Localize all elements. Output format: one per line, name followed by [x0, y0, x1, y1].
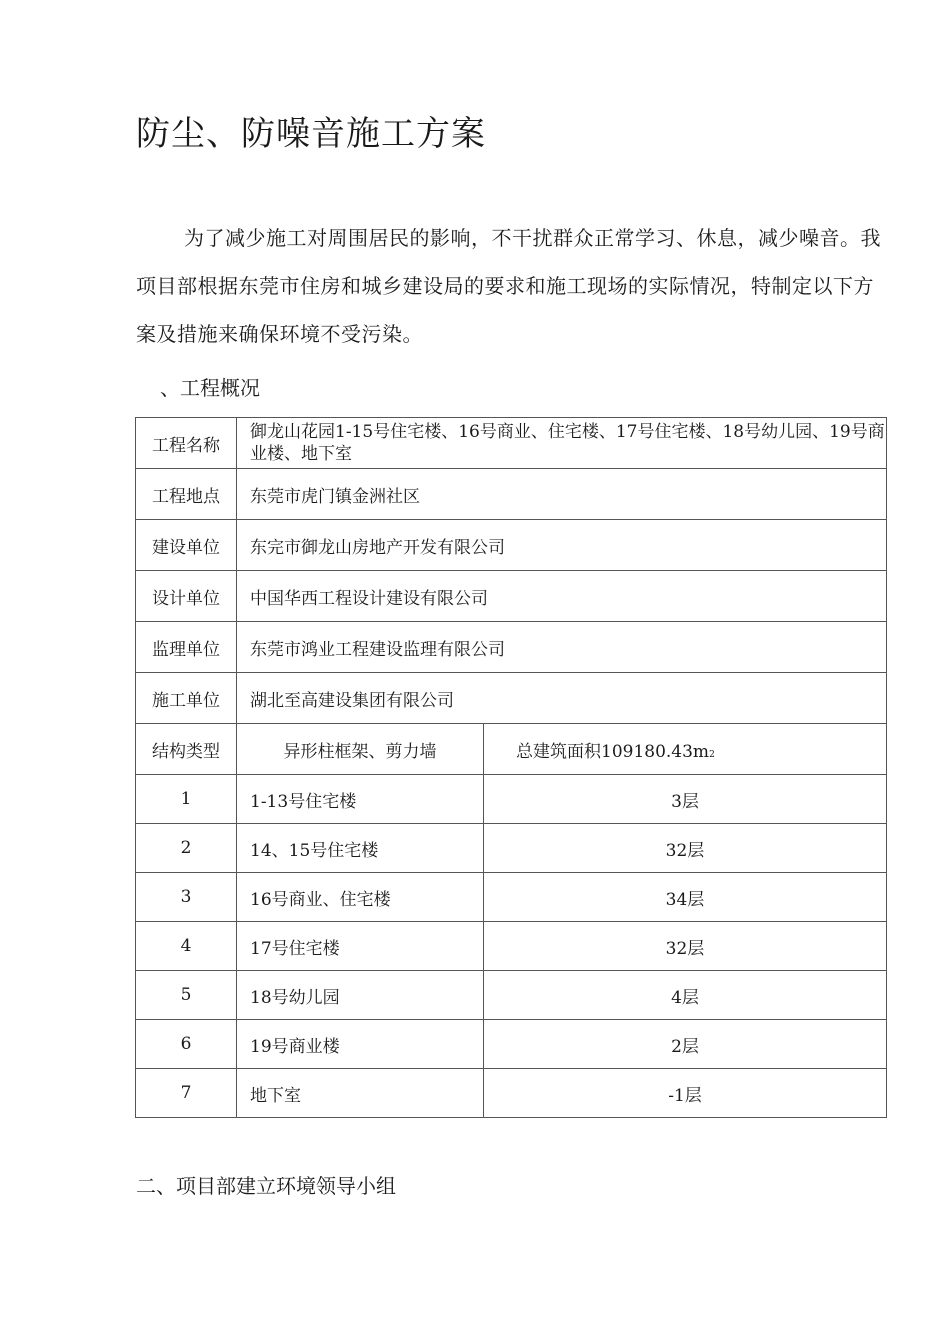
document-title: 防尘、防噪音施工方案 — [136, 114, 486, 154]
area-unit-superscript: 2 — [709, 749, 715, 760]
building-floors: 32层 — [484, 922, 887, 971]
table-row — [136, 824, 887, 873]
row-label: 监理单位 — [136, 622, 237, 673]
building-floors: 3层 — [484, 775, 887, 824]
table-row — [136, 1069, 887, 1118]
table-row — [136, 1020, 887, 1069]
section-heading-project-overview: 、工程概况 — [160, 376, 260, 400]
building-no: 3 — [136, 873, 237, 922]
row-value: 中国华西工程设计建设有限公司 — [237, 571, 887, 622]
table-row — [136, 873, 887, 922]
row-value: 东完市御龙山房地产开发有限公司 — [237, 520, 887, 571]
building-floors: 32层 — [484, 824, 887, 873]
project-overview-table — [135, 417, 887, 1118]
table-row — [136, 571, 887, 622]
table-row — [136, 622, 887, 673]
total-area-text: 总建筑面积109180.43m — [516, 741, 710, 762]
table-row — [136, 922, 887, 971]
building-no: 2 — [136, 824, 237, 873]
intro-paragraph: 为了减少施工对周围居民的影响，不干扰群众正常学习、休息，减少噪音。我项目部根据东莞市住房和城乡建设局的要求和施工现场的实际情况，特制定以下方案及措施来确保环境不受污染。 — [136, 226, 881, 346]
structure-label: 结构类型 — [136, 724, 237, 775]
table-row — [136, 418, 887, 469]
building-name: 17号住宅楼 — [237, 922, 484, 971]
table-row — [136, 775, 887, 824]
table-row — [136, 971, 887, 1020]
row-label: 设计单位 — [136, 571, 237, 622]
building-name: 地下室 — [237, 1069, 484, 1118]
building-name: 18号幼儿园 — [237, 971, 484, 1020]
building-floors: 4层 — [484, 971, 887, 1020]
total-area — [484, 724, 887, 775]
building-no: 5 — [136, 971, 237, 1020]
row-value: 御龙山花园1-15号住宅楼、16号商业、住宅楼、17号住宅楼、18号幼儿园、19号商业楼、地下室 — [237, 418, 887, 469]
section-heading-environment-group: 二、项目部建立环境领导小组 — [136, 1174, 396, 1198]
building-no: 7 — [136, 1069, 237, 1118]
building-floors: 34层 — [484, 873, 887, 922]
row-label: 工程地点 — [136, 469, 237, 520]
building-floors: -1层 — [484, 1069, 887, 1118]
building-name: 19号商业楼 — [237, 1020, 484, 1069]
row-value: 湖北至高建设集团有限公司 — [237, 673, 887, 724]
building-no: 6 — [136, 1020, 237, 1069]
row-label: 施工单位 — [136, 673, 237, 724]
building-name: 14、15号住宅楼 — [237, 824, 484, 873]
building-name: 16号商业、住宅楼 — [237, 873, 484, 922]
table-row — [136, 469, 887, 520]
table-row — [136, 673, 887, 724]
row-value: 东莞市鸿业工程建设监理有限公司 — [237, 622, 887, 673]
building-no: 4 — [136, 922, 237, 971]
row-value: 东莞市虎门镇金洲社区 — [237, 469, 887, 520]
building-no: 1 — [136, 775, 237, 824]
row-label: 工程名称 — [136, 418, 237, 469]
table-row — [136, 520, 887, 571]
building-name: 1-13号住宅楼 — [237, 775, 484, 824]
building-floors: 2层 — [484, 1020, 887, 1069]
structure-type: 异形柱框架、剪力墙 — [237, 724, 484, 775]
row-label: 建设单位 — [136, 520, 237, 571]
table-row — [136, 724, 887, 775]
